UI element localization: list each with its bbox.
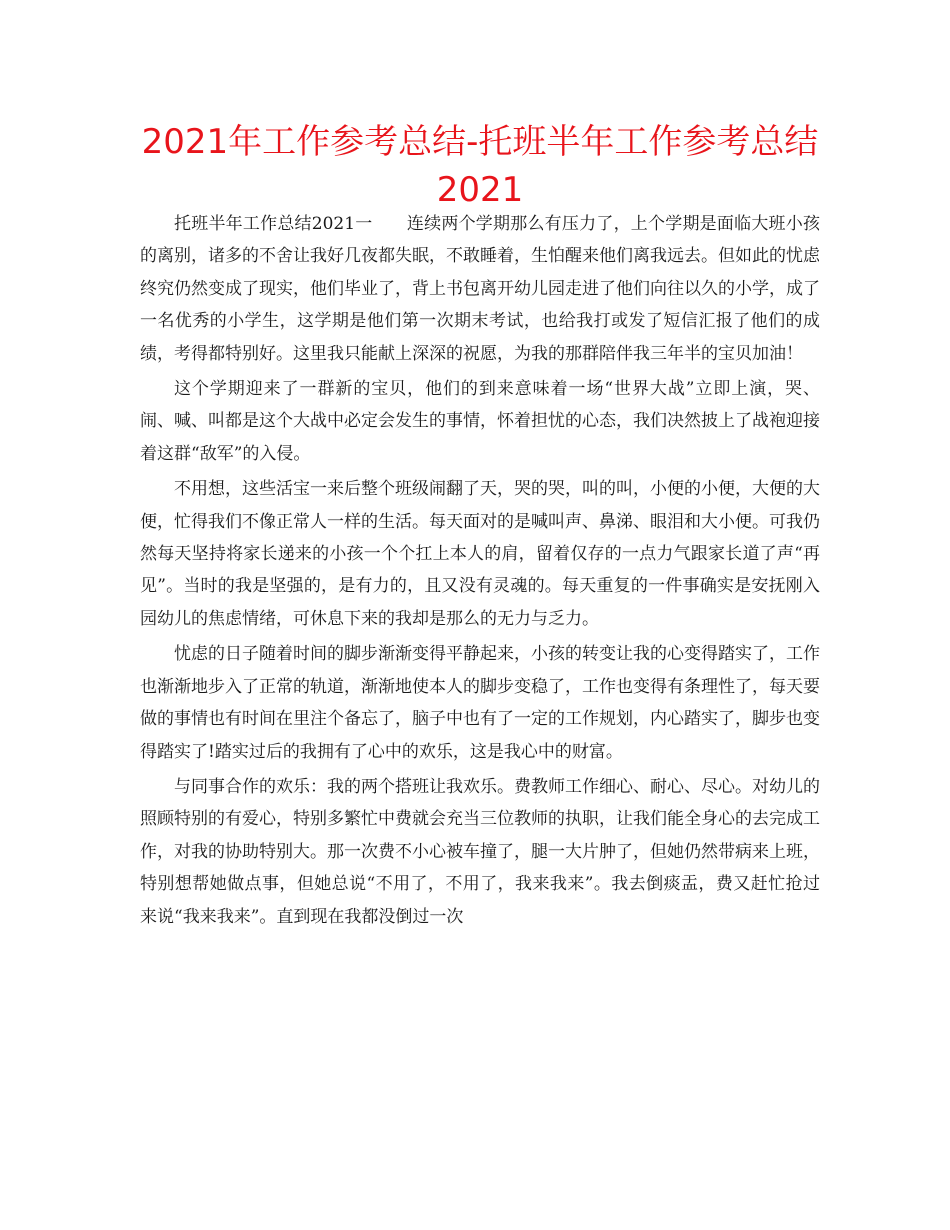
paragraph: 托班半年工作总结2021一 连续两个学期那么有压力了，上个学期是面临大班小孩的离别，诸多的不舍让我好几夜都失眠，不敢睡着，生怕醒来他们离我远去。但如此的忧虑终究仍然变成了现实，他们毕业了，背上书包离开幼儿园走进了他们向往以久的小学，成了一名优秀的小学生，这学期是他们第一次期末考试，也给我打或发了短信汇报了他们的成绩，考得都特别好。这里我只能献上深深的祝愿，为我的那群陪伴我三年半的宝贝加油！ bbox=[140, 214, 820, 364]
document-body bbox=[140, 208, 820, 936]
paragraph: 这个学期迎来了一群新的宝贝，他们的到来意味着一场“世界大战”立即上演，哭、闹、喊、叫都是这个大战中必定会发生的事情，怀着担忧的心态，我们决然披上了战袍迎接着这群“敌军”的入侵。 bbox=[140, 379, 820, 464]
paragraph: 不用想，这些活宝一来后整个班级闹翻了天，哭的哭，叫的叫，小便的小便，大便的大便，忙得我们不像正常人一样的生活。每天面对的是喊叫声、鼻涕、眼泪和大小便。可我仍然每天坚持将家长递来的小孩一个个扛上本人的肩，留着仅存的一点力气跟家长道了声“再见”。当时的我是坚强的，是有力的，且又没有灵魂的。每天重复的一件事确实是安抚刚入园幼儿的焦虑情绪，可休息下来的我却是那么的无力与乏力。 bbox=[140, 479, 820, 629]
paragraph: 忧虑的日子随着时间的脚步渐渐变得平静起来，小孩的转变让我的心变得踏实了，工作也渐渐地步入了正常的轨道，渐渐地使本人的脚步变稳了，工作也变得有条理性了，每天要做的事情也有时间在里注个备忘了，脑子中也有了一定的工作规划，内心踏实了，脚步也变得踏实了!踏实过后的我拥有了心中的欢乐，这是我心中的财富。 bbox=[140, 644, 820, 762]
paragraph: 与同事合作的欢乐：我的两个搭班让我欢乐。费教师工作细心、耐心、尽心。对幼儿的照顾特别的有爱心，特别多繁忙中费就会充当三位教师的执职，让我们能全身心的去完成工作，对我的协助特别大。那一次费不小心被车撞了，腿一大片肿了，但她仍然带病来上班，特别想帮她做点事，但她总说“不用了，不用了，我来我来”。我去倒痰盂，费又赶忙抢过来说“我来我来”。直到现在我都没倒过一次 bbox=[140, 776, 820, 927]
document-title: 2021年工作参考总结-托班半年工作参考总结2021 bbox=[141, 122, 819, 210]
